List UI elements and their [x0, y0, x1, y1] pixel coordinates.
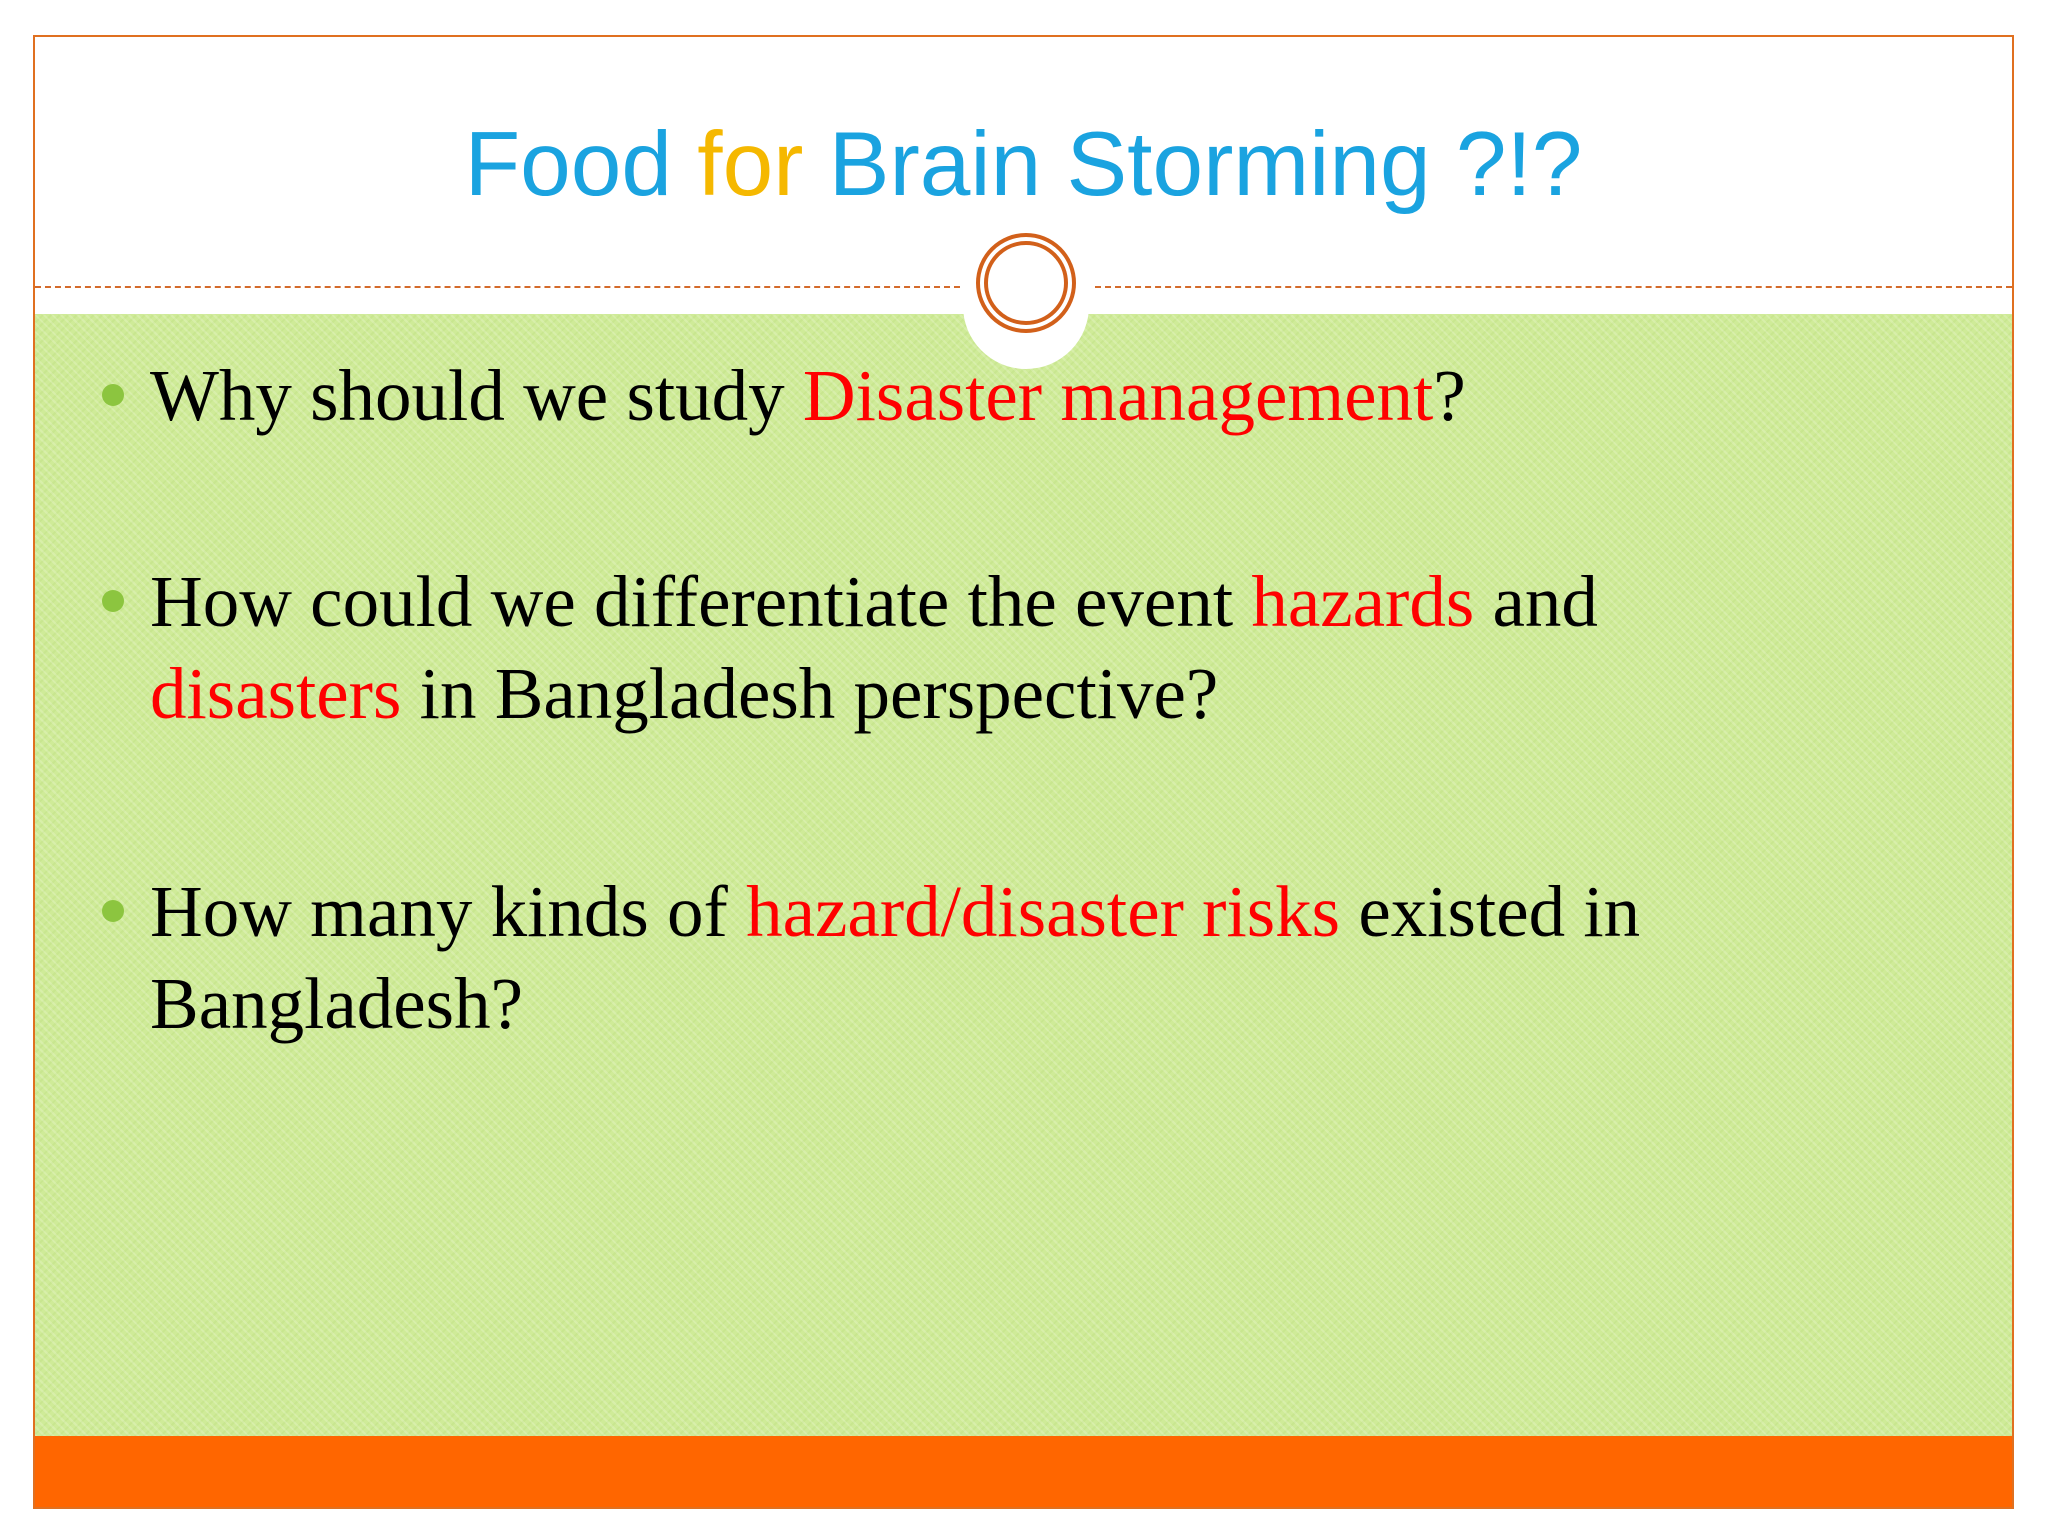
bullet-highlight: hazard/disaster risks [746, 871, 1341, 952]
bullet-item [150, 350, 1830, 442]
bottom-accent-bar [35, 1436, 2012, 1509]
slide [33, 35, 2014, 1509]
bullet-text: How could we differentiate the event [150, 561, 1252, 642]
bullet-item [150, 556, 1830, 740]
bullet-highlight: hazards [1251, 561, 1475, 642]
title-part-food: Food [464, 114, 698, 215]
bullet-text: in Bangladesh perspective? [401, 653, 1219, 734]
bullet-highlight: disasters [150, 653, 402, 734]
bullet-text: and [1474, 561, 1598, 642]
bullet-highlight: Disaster management [802, 355, 1434, 436]
bullet-dot-icon [102, 900, 124, 922]
bullet-text: How many kinds of [150, 871, 747, 952]
bullet-dot-icon [102, 590, 124, 612]
bullet-item [150, 866, 1830, 1050]
bullet-list [35, 37, 2012, 1507]
bullet-text: ? [1433, 355, 1466, 436]
bullet-text: existed in Bangladesh? [150, 871, 1641, 1044]
title-part-for: for [697, 114, 804, 215]
bullet-text: Why should we study [150, 355, 803, 436]
bullet-dot-icon [102, 384, 124, 406]
title-part-brain-storming: Brain Storming ?!? [803, 114, 1583, 215]
